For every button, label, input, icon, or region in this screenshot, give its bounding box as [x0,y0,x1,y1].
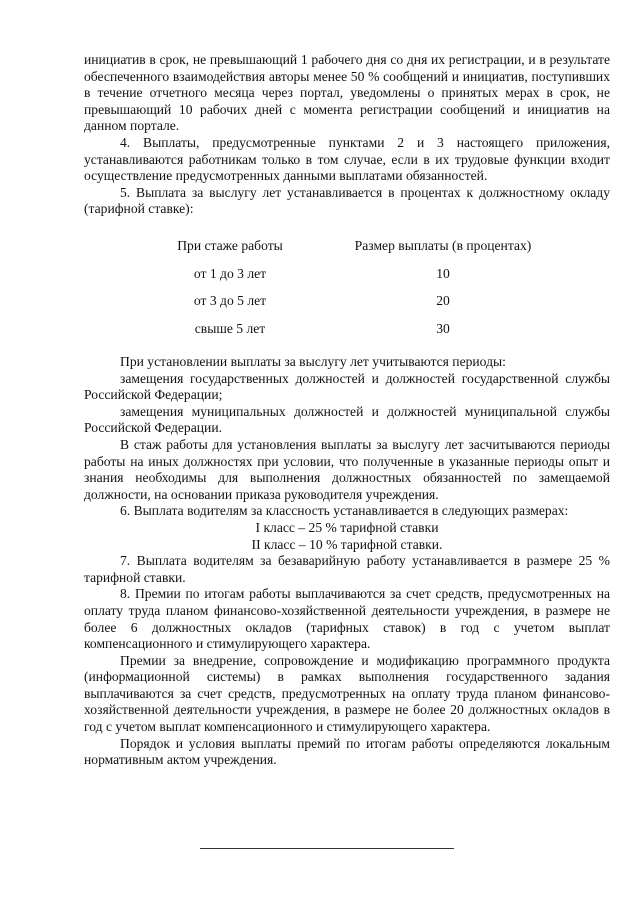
paragraph-software-bonus: Премии за внедрение, сопровождение и модификацию программного продукта (информационной системы) в рамках выполнения государственного задания выплачиваются за счет средств, предусмотренных на оплату труда планом финансово-хозяйственной деятельности учреждения, в размере не более 20 должностных окладов в год с учетом выплат компенсационного и стимулирующего характера. [84,652,610,735]
table-header-amount: Размер выплаты (в процентах) [354,238,532,253]
table-row [84,293,610,321]
table-row [84,321,610,349]
table-cell-amount: 20 [436,293,450,308]
paragraph-item-5: 5. Выплата за выслугу лет устанавливается в процентах к должностному окладу (тарифной ставке): [84,184,610,217]
table-header-row [84,238,610,266]
class-line-2: II класс – 10 % тарифной ставки. [251,536,443,552]
seniority-table [84,238,610,348]
paragraph-municipal-service: замещения муниципальных должностей и должностей муниципальной службы Российской Федерации. [84,403,610,436]
paragraph-experience-count: В стаж работы для установления выплаты за выслугу лет засчитываются периоды работы на иных должностях при условии, что полученные в указанные периоды опыт и знания необходимы для выполнения должностных обязанностей по замещаемой должности, на основании приказа руководителя учреждения. [84,436,610,502]
paragraph-periods-intro: При установлении выплаты за выслугу лет учитываются периоды: [120,354,506,369]
paragraph-state-service: замещения государственных должностей и должностей государственной службы Российской Федерации; [84,370,610,403]
closing-rule [200,848,454,849]
text-block-top [84,52,610,218]
paragraph-item-6: 6. Выплата водителям за классность устанавливается в следующих размерах: [120,503,569,519]
class-line-1: I класс – 25 % тарифной ставки [255,519,439,535]
text-block-middle [84,354,610,769]
paragraph-item-4: 4. Выплаты, предусмотренные пунктами 2 и 3 настоящего приложения, устанавливаются работникам только в том случае, если в их трудовые функции входит осуществление предусмотренных данными выплатами обязанностей. [84,134,610,184]
table-cell-experience: свыше 5 лет [194,320,266,336]
table-row [84,266,610,294]
paragraph-continuation: инициатив в срок, не превышающий 1 рабочего дня со дня их регистрации, и в результате обеспеченного взаимодействия авторы менее 50 % сообщений и инициатив, поступивших в течение отчетного месяца через портал, уведомлены о принятых мерах в срок, не превышающий 10 рабочих дней с момента регистрации сообщений и инициатив на данном портале. [84,52,610,134]
paragraph-item-8: 8. Премии по итогам работы выплачиваются за счет средств, предусмотренных на оплату труда планом финансово-хозяйственной деятельности учреждения, в размере не более 6 должностных окладов (тарифных ставок) в год с учетом выплат компенсационного и стимулирующего характера. [84,586,610,652]
table-cell-amount: 30 [436,320,450,336]
paragraph-bonus-procedure: Порядок и условия выплаты премий по итогам работы определяются локальным нормативным актом учреждения. [84,735,610,768]
table-cell-experience: от 1 до 3 лет [193,265,267,281]
paragraph-item-7: 7. Выплата водителям за безаварийную работу устанавливается в размере 25 % тарифной ставки. [84,553,610,585]
table-header-experience: При стаже работы [177,238,283,253]
table-cell-experience: от 3 до 5 лет [193,293,267,308]
table-cell-amount: 10 [436,265,450,281]
